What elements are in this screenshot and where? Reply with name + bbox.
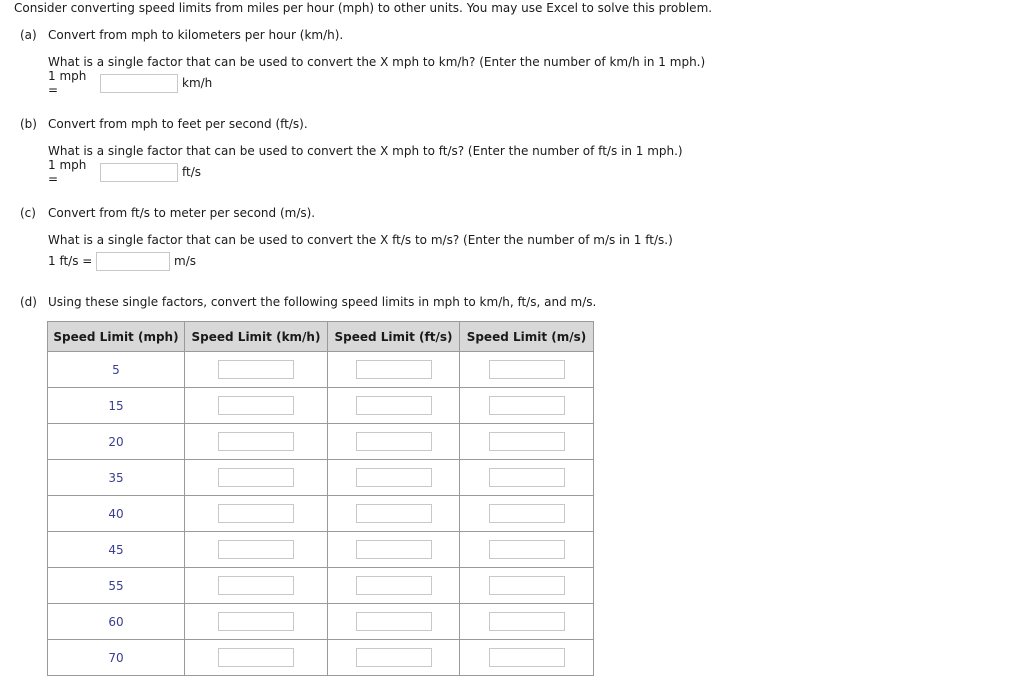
part-b-unit: ft/s <box>182 165 202 179</box>
kmh-cell <box>185 424 328 460</box>
fts-cell <box>328 424 460 460</box>
ms-cell <box>460 388 594 424</box>
mph-value-cell: 60 <box>48 604 185 640</box>
kmh-input[interactable] <box>218 360 294 379</box>
table-row <box>48 388 594 424</box>
ms-input[interactable] <box>489 540 565 559</box>
kmh-cell <box>185 496 328 532</box>
ms-input[interactable] <box>489 468 565 487</box>
ms-input[interactable] <box>489 504 565 523</box>
ms-cell <box>460 604 594 640</box>
fts-cell <box>328 532 460 568</box>
table-row <box>48 424 594 460</box>
kmh-cell <box>185 388 328 424</box>
mph-value-cell: 55 <box>48 568 185 604</box>
fts-input[interactable] <box>356 360 432 379</box>
mph-value-cell: 40 <box>48 496 185 532</box>
fts-input[interactable] <box>356 648 432 667</box>
kmh-input[interactable] <box>218 648 294 667</box>
kmh-input[interactable] <box>218 540 294 559</box>
ms-cell <box>460 532 594 568</box>
fts-input[interactable] <box>356 540 432 559</box>
part-a-answer-row <box>48 69 213 97</box>
part-a-answer-input[interactable] <box>100 74 178 93</box>
ms-input[interactable] <box>489 648 565 667</box>
header-fts: Speed Limit (ft/s) <box>328 322 460 352</box>
part-a-title: Convert from mph to kilometers per hour (km/h). <box>48 28 344 42</box>
fts-cell <box>328 496 460 532</box>
part-a-lhs: 1 mph = <box>48 69 87 97</box>
ms-cell <box>460 496 594 532</box>
table-row <box>48 604 594 640</box>
fts-cell <box>328 640 460 676</box>
kmh-input[interactable] <box>218 504 294 523</box>
header-ms: Speed Limit (m/s) <box>460 322 594 352</box>
part-c-unit: m/s <box>174 254 196 268</box>
ms-cell <box>460 460 594 496</box>
table-row <box>48 352 594 388</box>
mph-value-cell: 35 <box>48 460 185 496</box>
fts-input[interactable] <box>356 432 432 451</box>
part-b-answer-row <box>48 158 202 186</box>
mph-value-cell: 70 <box>48 640 185 676</box>
part-b-title: Convert from mph to feet per second (ft/s). <box>48 117 308 131</box>
part-a-question: What is a single factor that can be used to convert the X mph to km/h? (Enter the number of km/h in 1 mph.) <box>48 55 706 69</box>
kmh-cell <box>185 640 328 676</box>
table-header-row <box>48 322 594 352</box>
kmh-input[interactable] <box>218 612 294 631</box>
kmh-cell <box>185 532 328 568</box>
header-kmh: Speed Limit (km/h) <box>185 322 328 352</box>
ms-input[interactable] <box>489 612 565 631</box>
mph-value-cell: 5 <box>48 352 185 388</box>
fts-input[interactable] <box>356 504 432 523</box>
fts-cell <box>328 352 460 388</box>
table-row <box>48 640 594 676</box>
fts-input[interactable] <box>356 396 432 415</box>
kmh-input[interactable] <box>218 468 294 487</box>
table-row <box>48 532 594 568</box>
problem-intro: Consider converting speed limits from miles per hour (mph) to other units. You may use Excel to solve this problem. <box>14 1 713 15</box>
ms-input[interactable] <box>489 396 565 415</box>
part-d-letter: (d) <box>20 295 37 309</box>
mph-value-cell: 20 <box>48 424 185 460</box>
part-c-lhs: 1 ft/s = <box>48 254 93 268</box>
header-mph: Speed Limit (mph) <box>48 322 185 352</box>
mph-value-cell: 15 <box>48 388 185 424</box>
fts-cell <box>328 460 460 496</box>
fts-cell <box>328 568 460 604</box>
table-row <box>48 568 594 604</box>
part-b-question: What is a single factor that can be used to convert the X mph to ft/s? (Enter the number of ft/s in 1 mph.) <box>48 144 683 158</box>
table-row <box>48 496 594 532</box>
part-b-answer-input[interactable] <box>100 163 178 182</box>
kmh-cell <box>185 352 328 388</box>
ms-input[interactable] <box>489 360 565 379</box>
part-c-letter: (c) <box>20 206 36 220</box>
speed-limit-table <box>47 321 594 676</box>
part-a-unit: km/h <box>182 76 213 90</box>
part-d-title: Using these single factors, convert the following speed limits in mph to km/h, ft/s, and m/s. <box>48 295 597 309</box>
kmh-input[interactable] <box>218 432 294 451</box>
ms-cell <box>460 352 594 388</box>
kmh-input[interactable] <box>218 576 294 595</box>
kmh-cell <box>185 460 328 496</box>
part-b-letter: (b) <box>20 117 37 131</box>
ms-input[interactable] <box>489 432 565 451</box>
ms-input[interactable] <box>489 576 565 595</box>
part-c-title: Convert from ft/s to meter per second (m/s). <box>48 206 316 220</box>
part-c-question: What is a single factor that can be used to convert the X ft/s to m/s? (Enter the number of m/s in 1 ft/s.) <box>48 233 673 247</box>
part-a-letter: (a) <box>20 28 37 42</box>
fts-input[interactable] <box>356 576 432 595</box>
kmh-cell <box>185 604 328 640</box>
fts-cell <box>328 388 460 424</box>
table-row <box>48 460 594 496</box>
mph-value-cell: 45 <box>48 532 185 568</box>
fts-input[interactable] <box>356 468 432 487</box>
part-c-answer-row <box>48 251 196 271</box>
fts-cell <box>328 604 460 640</box>
fts-input[interactable] <box>356 612 432 631</box>
kmh-input[interactable] <box>218 396 294 415</box>
ms-cell <box>460 640 594 676</box>
part-c-answer-input[interactable] <box>96 252 170 271</box>
ms-cell <box>460 568 594 604</box>
part-b-lhs: 1 mph = <box>48 158 87 186</box>
kmh-cell <box>185 568 328 604</box>
ms-cell <box>460 424 594 460</box>
